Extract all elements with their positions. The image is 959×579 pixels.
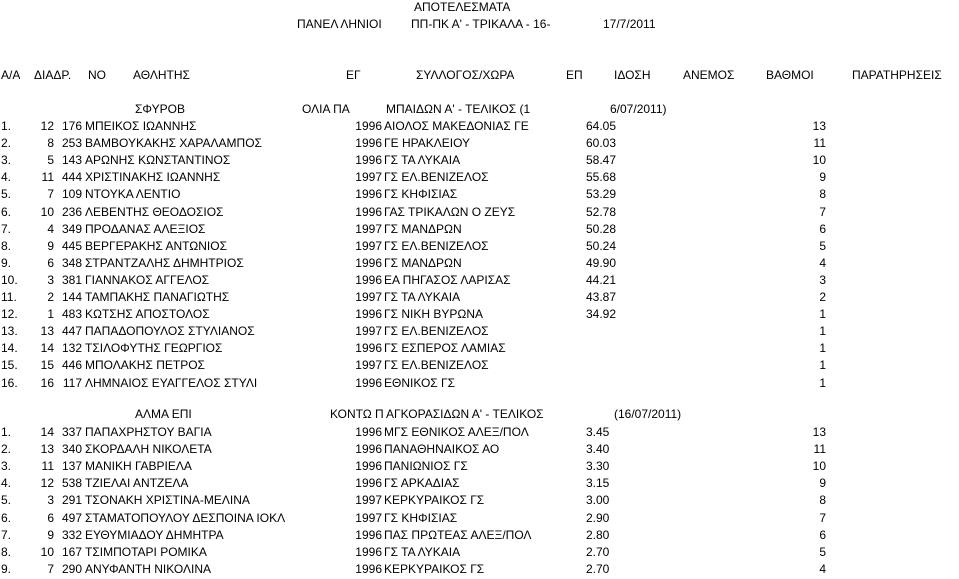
- cell-club: ΓΣ ΚΗΦΙΣΙΑΣ: [384, 510, 458, 525]
- cell-bib: 381: [61, 272, 82, 287]
- cell-athlete: ΧΡΙΣΤΙΝΑΚΗΣ ΙΩΑΝΝΗΣ: [85, 170, 221, 185]
- cell-lane: 9: [47, 527, 54, 542]
- cell-position: 1.: [1, 119, 12, 133]
- col-header-athlete: ΑΘΛΗΤΗΣ: [133, 68, 190, 82]
- table-row: [0, 425, 959, 442]
- cell-bib: 444: [61, 170, 82, 185]
- cell-bib: 446: [61, 358, 82, 373]
- cell-athlete: ΜΠΟΛΑΚΗΣ ΠΕΤΡΟΣ: [85, 358, 205, 373]
- cell-birth-year: 1997: [355, 221, 382, 236]
- cell-points: 8: [819, 493, 826, 508]
- cell-bib: 538: [61, 476, 82, 491]
- col-header-anemos: ΑΝΕΜΟΣ: [683, 68, 735, 82]
- cell-position: 2.: [1, 136, 12, 151]
- cell-mark: 58.47: [586, 153, 617, 168]
- cell-lane: 14: [40, 425, 54, 439]
- cell-lane: 2: [47, 290, 54, 304]
- cell-points: 5: [819, 238, 826, 253]
- cell-athlete: ΓΙΑΝΝΑΚΟΣ ΑΓΓΕΛΟΣ: [85, 272, 210, 287]
- cell-bib: 253: [61, 136, 82, 151]
- cell-points: 11: [813, 442, 826, 457]
- cell-athlete: ΝΤΟΥΚΑ ΛΕΝΤΙΟ: [85, 187, 181, 202]
- cell-club: ΓΣ ΜΑΝΔΡΩΝ: [384, 255, 462, 270]
- cell-athlete: ΒΕΡΓΕΡΑΚΗΣ ΑΝΤΩΝΙΟΣ: [85, 238, 228, 253]
- cell-birth-year: 1996: [355, 255, 382, 270]
- cell-birth-year: 1997: [355, 358, 382, 373]
- cell-birth-year: 1997: [355, 290, 382, 304]
- cell-lane: 1: [47, 307, 54, 322]
- cell-lane: 10: [40, 204, 54, 219]
- cell-mark: 60.03: [586, 136, 617, 151]
- cell-club: ΓΣ ΕΛ.ΒΕΝΙΖΕΛΟΣ: [384, 358, 489, 373]
- cell-club: ΓΣ ΜΑΝΔΡΩΝ: [384, 221, 462, 236]
- cell-birth-year: 1996: [355, 153, 382, 168]
- cell-points: 9: [819, 170, 826, 185]
- cell-points: 5: [819, 544, 826, 559]
- cell-bib: 291: [61, 493, 82, 508]
- cell-points: 13: [812, 425, 826, 439]
- col-header-club: ΣΥΛΛΟΓΟΣ/ΧΩΡΑ: [416, 68, 515, 82]
- cell-bib: 132: [61, 341, 82, 356]
- cell-lane: 7: [47, 187, 54, 202]
- cell-mark: 3.45: [586, 425, 610, 439]
- cell-position: 1.: [1, 425, 12, 439]
- table-row: [0, 341, 959, 358]
- cell-birth-year: 1996: [355, 307, 382, 322]
- cell-birth-year: 1997: [355, 324, 382, 339]
- table-row: [0, 205, 959, 222]
- table-row: [0, 459, 959, 476]
- cell-bib: 340: [61, 442, 82, 457]
- table-row: [0, 493, 959, 510]
- cell-club: ΠΑΝΙΩΝΙΟΣ ΓΣ: [384, 459, 468, 474]
- table-row: [0, 324, 959, 341]
- cell-lane: 7: [47, 561, 54, 576]
- cell-birth-year: 1997: [355, 170, 382, 185]
- cell-club: ΕΑ ΠΗΓΑΣΟΣ ΛΑΡΙΣΑΣ: [384, 272, 511, 287]
- table-row: [0, 119, 959, 136]
- cell-athlete: ΒΑΜΒΟΥΚΑΚΗΣ ΧΑΡΑΛΑΜΠΟΣ: [85, 136, 262, 151]
- event-name: ΑΛΜΑ ΕΠΙ: [135, 407, 192, 421]
- cell-points: 8: [819, 187, 826, 202]
- cell-mark: 2.70: [586, 561, 610, 576]
- cell-position: 15.: [1, 358, 18, 373]
- cell-points: 1: [819, 307, 826, 322]
- cell-birth-year: 1996: [355, 341, 382, 356]
- cell-mark: 43.87: [586, 290, 617, 304]
- cell-birth-year: 1996: [355, 136, 382, 151]
- cell-points: 4: [819, 255, 826, 270]
- cell-bib: 117: [62, 375, 82, 390]
- cell-points: 1: [819, 341, 826, 356]
- cell-position: 8.: [1, 238, 12, 253]
- cell-mark: 50.28: [586, 221, 617, 236]
- cell-athlete: ΑΝΥΦΑΝΤΗ ΝΙΚΟΛΙΝΑ: [85, 561, 211, 576]
- cell-points: 1: [819, 375, 826, 390]
- col-header-diadr: ΔΙΑΔΡ.: [34, 68, 72, 82]
- cell-athlete: ΣΤΡΑΝΤΖΑΛΗΣ ΔΗΜΗΤΡΙΟΣ: [85, 255, 244, 270]
- cell-points: 10: [812, 459, 826, 474]
- cell-club: ΓΑΣ ΤΡΙΚΑΛΩΝ Ο ΖΕΥΣ: [384, 204, 516, 219]
- table-row: [0, 358, 959, 375]
- col-header-no: ΝΟ: [88, 68, 106, 82]
- table-row: [0, 239, 959, 256]
- championship-name: ΠΑΝΕΛ ΛΗΝΙΟΙ: [297, 17, 382, 31]
- cell-points: 11: [813, 136, 826, 151]
- cell-points: 13: [812, 119, 826, 133]
- table-row: [0, 153, 959, 170]
- cell-birth-year: 1997: [355, 493, 382, 508]
- cell-points: 3: [819, 272, 826, 287]
- cell-bib: 483: [61, 307, 82, 322]
- cell-bib: 176: [61, 119, 82, 133]
- table-row: [0, 511, 959, 528]
- table-row: [0, 222, 959, 239]
- cell-bib: 109: [61, 187, 82, 202]
- table-row: [0, 442, 959, 459]
- col-header-remarks: ΠΑΡΑΤΗΡΗΣΕΙΣ: [852, 68, 942, 82]
- cell-position: 8.: [1, 544, 12, 559]
- cell-points: 4: [819, 561, 826, 576]
- cell-position: 16.: [1, 375, 18, 390]
- cell-mark: 44.21: [586, 272, 617, 287]
- event-date: 6/07/2011): [610, 102, 667, 116]
- cell-athlete: ΚΩΤΣΗΣ ΑΠΟΣΤΟΛΟΣ: [85, 307, 210, 322]
- cell-bib: 348: [61, 255, 82, 270]
- cell-mark: 52.78: [586, 204, 617, 219]
- cell-position: 12.: [1, 307, 18, 322]
- cell-mark: 3.40: [586, 442, 610, 457]
- cell-points: 7: [819, 204, 826, 219]
- cell-position: 7.: [1, 527, 12, 542]
- cell-lane: 13: [40, 442, 54, 457]
- cell-athlete: ΕΥΘΥΜΙΑΔΟΥ ΔΗΜΗΤΡΑ: [85, 527, 224, 542]
- cell-bib: 349: [61, 221, 82, 236]
- cell-club: ΓΣ ΑΡΚΑΔΙΑΣ: [384, 476, 460, 491]
- cell-club: ΠΑΝΑΘΗΝΑΙΚΟΣ ΑΟ: [384, 442, 500, 457]
- cell-lane: 11: [41, 459, 54, 474]
- cell-club: ΓΣ ΝΙΚΗ ΒΥΡΩΝΑ: [384, 307, 484, 322]
- cell-lane: 16: [40, 375, 54, 390]
- cell-lane: 12: [40, 476, 54, 491]
- cell-position: 4.: [1, 476, 12, 491]
- col-header-aa: Α/Α: [1, 68, 21, 82]
- event-date: (16/07/2011): [614, 407, 682, 421]
- cell-athlete: ΤΖΙΕΛΑΙ ΑΝΤΖΕΛΑ: [85, 476, 189, 491]
- cell-mark: 2.80: [586, 527, 610, 542]
- cell-bib: 497: [61, 510, 82, 525]
- cell-points: 7: [819, 510, 826, 525]
- cell-athlete: ΤΣΙΛΟΦΥΤΗΣ ΓΕΩΡΓΙΟΣ: [85, 341, 223, 356]
- table-row: [0, 562, 959, 579]
- cell-lane: 9: [47, 238, 54, 253]
- table-row: [0, 545, 959, 562]
- cell-position: 10.: [1, 272, 18, 287]
- cell-athlete: ΤΣΙΜΠΟΤΑΡΙ ΡΟΜΙΚΑ: [85, 544, 207, 559]
- cell-mark: 49.90: [586, 255, 617, 270]
- cell-birth-year: 1996: [355, 442, 382, 457]
- cell-lane: 5: [47, 153, 54, 168]
- cell-birth-year: 1996: [355, 119, 382, 133]
- cell-lane: 12: [40, 119, 54, 133]
- cell-points: 6: [819, 527, 826, 542]
- cell-mark: 53.29: [586, 187, 617, 202]
- cell-athlete: ΛΕΒΕΝΤΗΣ ΘΕΟΔΟΣΙΟΣ: [85, 204, 224, 219]
- cell-points: 10: [812, 153, 826, 168]
- cell-club: ΓΣ ΤΑ ΛΥΚΑΙΑ: [384, 153, 461, 168]
- cell-club: ΓΣ ΚΗΦΙΣΙΑΣ: [384, 187, 458, 202]
- table-row: [0, 256, 959, 273]
- cell-points: 1: [819, 324, 826, 339]
- cell-position: 6.: [1, 510, 12, 525]
- cell-points: 6: [819, 221, 826, 236]
- table-row: [0, 187, 959, 204]
- cell-position: 5.: [1, 493, 12, 508]
- cell-position: 11.: [1, 290, 17, 304]
- cell-club: ΓΣ ΕΛ.ΒΕΝΙΖΕΛΟΣ: [384, 170, 489, 185]
- cell-points: 9: [819, 476, 826, 491]
- table-row: [0, 528, 959, 545]
- cell-bib: 167: [61, 544, 82, 559]
- cell-club: ΑΙΟΛΟΣ ΜΑΚΕΔΟΝΙΑΣ ΓΕ: [384, 119, 529, 133]
- cell-birth-year: 1996: [355, 544, 382, 559]
- cell-birth-year: 1996: [355, 459, 382, 474]
- cell-club: ΓΣ ΤΑ ΛΥΚΑΙΑ: [384, 290, 461, 304]
- col-header-epidosi: ΙΔΟΣΗ: [614, 68, 651, 82]
- cell-club: ΜΓΣ ΕΘΝΙΚΟΣ ΑΛΕΞ/ΠΟΛ: [384, 425, 529, 439]
- cell-club: ΓΣ ΤΑ ΛΥΚΑΙΑ: [384, 544, 461, 559]
- cell-lane: 6: [47, 255, 54, 270]
- table-row: [0, 136, 959, 153]
- cell-mark: 3.30: [586, 459, 610, 474]
- cell-club: ΓΣ ΕΣΠΕΡΟΣ ΛΑΜΙΑΣ: [384, 341, 506, 356]
- cell-lane: 10: [40, 544, 54, 559]
- cell-birth-year: 1996: [355, 425, 382, 439]
- event-detail: ΑΓΚΟΡΑΣΙΔΩΝ Α' - ΤΕΛΙΚΟΣ: [386, 407, 544, 421]
- cell-mark: 55.68: [586, 170, 617, 185]
- cell-birth-year: 1996: [355, 527, 382, 542]
- cell-mark: 2.90: [586, 510, 610, 525]
- cell-lane: 8: [47, 136, 54, 151]
- cell-position: 6.: [1, 204, 12, 219]
- cell-birth-year: 1996: [355, 561, 382, 576]
- cell-birth-year: 1996: [355, 272, 382, 287]
- cell-athlete: ΠΑΠΑΧΡΗΣΤΟΥ ΒΑΓΙΑ: [85, 425, 212, 439]
- cell-athlete: ΠΡΟΔΑΝΑΣ ΑΛΕΞΙΟΣ: [85, 221, 206, 236]
- cell-club: ΚΕΡΚΥΡΑΙΚΟΣ ΓΣ: [384, 561, 485, 576]
- cell-club: ΓΣ ΕΛ.ΒΕΝΙΖΕΛΟΣ: [384, 238, 489, 253]
- cell-athlete: ΠΑΠΑΔΟΠΟΥΛΟΣ ΣΤΥΛΙΑΝΟΣ: [85, 324, 255, 339]
- cell-points: 2: [819, 290, 826, 304]
- cell-bib: 144: [61, 290, 82, 304]
- table-row: [0, 476, 959, 493]
- cell-club: ΠΑΣ ΠΡΩΤΕΑΣ ΑΛΕΞ/ΠΟΛ: [384, 527, 532, 542]
- col-header-vathmoi: ΒΑΘΜΟΙ: [766, 68, 814, 82]
- cell-athlete: ΤΑΜΠΑΚΗΣ ΠΑΝΑΓΙΩΤΗΣ: [85, 290, 230, 304]
- col-header-eg: ΕΓ: [346, 68, 361, 82]
- cell-birth-year: 1996: [355, 187, 382, 202]
- event-type: ΟΛΙΑ ΠΑ: [302, 102, 350, 116]
- cell-athlete: ΜΑΝΙΚΗ ΓΑΒΡΙΕΛΑ: [85, 459, 192, 474]
- cell-birth-year: 1996: [355, 204, 382, 219]
- cell-lane: 4: [47, 221, 54, 236]
- cell-bib: 290: [61, 561, 82, 576]
- cell-bib: 332: [61, 527, 82, 542]
- category-label: ΠΠ-ΠΚ Α' - ΤΡΙΚΑΛΑ - 16-: [411, 17, 551, 31]
- cell-position: 9.: [1, 561, 12, 576]
- cell-position: 3.: [1, 459, 12, 474]
- cell-athlete: ΜΠΕΙΚΟΣ ΙΩΑΝΝΗΣ: [85, 119, 197, 133]
- cell-athlete: ΛΗΜΝΑΙΟΣ ΕΥΑΓΓΕΛΟΣ ΣΤΥΛΙ: [85, 375, 258, 390]
- cell-lane: 13: [40, 324, 54, 339]
- cell-birth-year: 1997: [355, 238, 382, 253]
- cell-lane: 14: [40, 341, 54, 356]
- cell-birth-year: 1996: [355, 476, 382, 491]
- cell-club: ΚΕΡΚΥΡΑΙΚΟΣ ΓΣ: [384, 493, 485, 508]
- event-type: ΚΟΝΤΩ Π: [330, 407, 384, 421]
- cell-lane: 6: [47, 510, 54, 525]
- cell-position: 5.: [1, 187, 12, 202]
- cell-lane: 11: [41, 170, 54, 185]
- cell-bib: 137: [61, 459, 82, 474]
- cell-birth-year: 1996: [355, 375, 382, 390]
- cell-position: 7.: [1, 221, 12, 236]
- cell-position: 13.: [1, 324, 18, 339]
- cell-position: 4.: [1, 170, 12, 185]
- cell-lane: 3: [47, 272, 54, 287]
- table-row: [0, 376, 959, 393]
- page-title: ΑΠΟΤΕΛΕΣΜΑΤΑ: [414, 0, 511, 14]
- cell-mark: 50.24: [586, 238, 617, 253]
- cell-position: 14.: [1, 341, 18, 356]
- cell-bib: 143: [61, 153, 82, 168]
- cell-mark: 34.92: [586, 307, 617, 322]
- cell-position: 2.: [1, 442, 12, 457]
- table-row: [0, 307, 959, 324]
- cell-club: ΓΣ ΕΛ.ΒΕΝΙΖΕΛΟΣ: [384, 324, 489, 339]
- cell-mark: 2.70: [586, 544, 610, 559]
- table-row: [0, 290, 959, 307]
- cell-mark: 3.00: [586, 493, 610, 508]
- event-name: ΣΦΥΡΟΒ: [135, 102, 185, 116]
- cell-lane: 15: [40, 358, 54, 373]
- cell-mark: 64.05: [586, 119, 617, 133]
- cell-athlete: ΣΚΟΡΔΑΛΗ ΝΙΚΟΛΕΤΑ: [85, 442, 212, 457]
- cell-lane: 3: [47, 493, 54, 508]
- event-detail: ΜΠΑΙΔΩΝ Α' - ΤΕΛΙΚΟΣ (1: [386, 102, 531, 116]
- cell-points: 1: [819, 358, 826, 373]
- cell-athlete: ΤΣΟΝΑΚΗ ΧΡΙΣΤΙΝΑ-ΜΕΛΙΝΑ: [85, 493, 250, 508]
- results-date: 17/7/2011: [603, 17, 656, 31]
- cell-bib: 337: [61, 425, 82, 439]
- cell-club: ΓΕ ΗΡΑΚΛΕΙΟΥ: [384, 136, 471, 151]
- cell-position: 3.: [1, 153, 12, 168]
- cell-athlete: ΑΡΩΝΗΣ ΚΩΝΣΤΑΝΤΙΝΟΣ: [85, 153, 231, 168]
- cell-birth-year: 1997: [355, 510, 382, 525]
- cell-mark: 3.15: [586, 476, 610, 491]
- table-row: [0, 170, 959, 187]
- cell-athlete: ΣΤΑΜΑΤΟΠΟΥΛΟΥ ΔΕΣΠΟΙΝΑ ΙΟΚΛ: [85, 510, 286, 525]
- col-header-ep: ΕΠ: [566, 68, 583, 82]
- cell-bib: 445: [61, 238, 82, 253]
- cell-bib: 236: [61, 204, 82, 219]
- cell-club: ΕΘΝΙΚΟΣ ΓΣ: [384, 375, 456, 390]
- cell-position: 9.: [1, 255, 12, 270]
- table-row: [0, 273, 959, 290]
- cell-bib: 447: [61, 324, 82, 339]
